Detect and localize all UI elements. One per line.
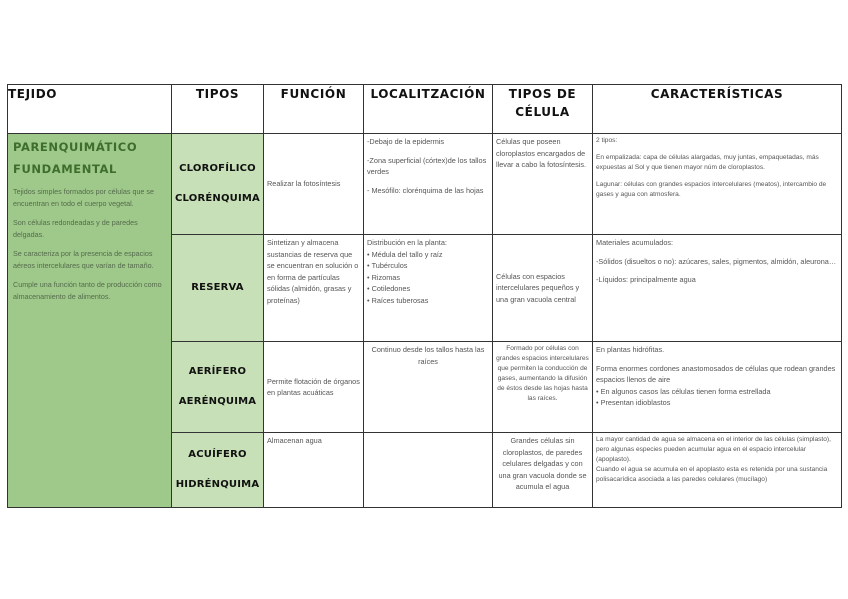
tipo-clorofilico: CLOROFÍLICO CLORÉNQUIMA — [172, 134, 264, 235]
tejido-title: PARENQUIMÁTICO FUNDAMENTAL — [13, 140, 138, 176]
list-item: • Cotiledones — [367, 283, 489, 295]
tipo-reserva: RESERVA — [172, 235, 264, 342]
list-item: • Presentan idioblastos — [596, 397, 838, 409]
caracteristicas-line: Materiales acumulados: — [596, 238, 674, 247]
funcion-cell: Sintetizan y almacena sustancias de reserva que se encuentran en solución o en forma de partículas sólidas (almidón, grasas y proteínas) — [264, 235, 364, 342]
tipo-aerifero: AERÍFERO AERÉNQUIMA — [172, 342, 264, 433]
caracteristicas-list — [596, 386, 838, 409]
list-item: • Raíces tuberosas — [367, 295, 489, 307]
header-tejido: TEJIDO — [8, 85, 172, 134]
header-funcion: FUNCIÓN — [264, 85, 364, 134]
header-localizacion: LOCALITZACIÓN — [364, 85, 493, 134]
localizacion-line: -Zona superficial (córtex)de los tallos verdes — [367, 155, 487, 176]
caracteristicas-line: La mayor cantidad de agua se almacena en el interior de las células (simplasto), pero algunas especies pueden acumular agua en el espacio intercelular (apoplasto). — [596, 436, 831, 463]
localizacion-cell: Continuo desde los tallos hasta las raíces — [364, 342, 493, 433]
tejido-paragraph: Se caracteriza por la presencia de espacios aéreos intercelulares que varían de tamaño. — [13, 249, 154, 270]
tejido-paragraph: Son células redondeadas y de paredes delgadas. — [13, 218, 138, 239]
caracteristicas-line: En plantas hidrófitas. — [596, 345, 665, 354]
celula-cell: Formado por células con grandes espacios intercelulares que permiten la conducción de gases, aumentando la difusión de éstos desde las hojas hasta las raíces. — [493, 342, 593, 433]
localizacion-cell — [364, 134, 493, 235]
localizacion-list — [367, 249, 489, 307]
localizacion-line: - Mesófilo: clorénquima de las hojas — [367, 185, 484, 195]
header-row — [8, 85, 842, 134]
tissue-table — [7, 84, 842, 508]
list-item: • Rizomas — [367, 272, 489, 284]
caracteristicas-line: -Sólidos (disueltos o no): azúcares, sales, pigmentos, almidón, aleurona… — [596, 256, 837, 266]
caracteristicas-cell — [593, 235, 842, 342]
localizacion-line: -Debajo de la epidermis — [367, 137, 445, 146]
caracteristicas-line: -Líquidos: principalmente agua — [596, 275, 696, 284]
tejido-cell — [8, 134, 172, 508]
tipo-acuifero: ACUÍFERO HIDRÉNQUIMA — [172, 433, 264, 508]
caracteristicas-cell — [593, 134, 842, 235]
funcion-cell: Almacenan agua — [264, 433, 364, 508]
caracteristicas-line: Lagunar: células con grandes espacios intercelulares (meatos), intercambio de gases y agua con atmosfera. — [596, 181, 827, 198]
celula-cell: Células con espacios intercelulares pequeños y una gran vacuola central — [493, 235, 593, 342]
localizacion-title: Distribución en la planta: — [367, 238, 447, 247]
header-tipos-celula: TIPOS DE CÉLULA — [493, 85, 593, 134]
caracteristicas-cell — [593, 342, 842, 433]
caracteristicas-line: 2 tipos: — [596, 137, 618, 144]
list-item: • En algunos casos las células tienen forma estrellada — [596, 386, 838, 398]
localizacion-cell — [364, 235, 493, 342]
celula-cell: Células que poseen cloroplastos encargados de llevar a cabo la fotosíntesis. — [493, 134, 593, 235]
caracteristicas-line: Cuando el agua se acumula en el apoplasto esta es retenida por una sustancia polisacarídica asociada a las paredes celulares (mucílago) — [596, 466, 828, 483]
caracteristicas-cell — [593, 433, 842, 508]
header-tipos: TIPOS — [172, 85, 264, 134]
tejido-paragraph: Tejidos simples formados por células que se encuentran en todo el cuerpo vegetal. — [13, 187, 155, 208]
tejido-paragraph: Cumple una función tanto de producción como almacenamiento de alimentos. — [13, 280, 162, 301]
caracteristicas-line: En empalizada: capa de células alargadas, muy juntas, empaquetadas, más expuestas al Sol y que tienen mayor núm de cloroplastos. — [596, 154, 819, 171]
funcion-cell: Realizar la fotosíntesis — [264, 134, 364, 235]
table-row — [8, 134, 842, 235]
list-item: • Médula del tallo y raíz — [367, 249, 489, 261]
caracteristicas-line: Forma enormes cordones anastomosados de células que rodean grandes espacios llenos de aire — [596, 363, 836, 384]
header-caracteristicas: CARACTERÍSTICAS — [593, 85, 842, 134]
localizacion-cell — [364, 433, 493, 508]
funcion-cell: Permite flotación de órganos en plantas acuáticas — [264, 342, 364, 433]
list-item: • Tubérculos — [367, 260, 489, 272]
celula-cell: Grandes células sin cloroplastos, de paredes celulares delgadas y con una gran vacuola donde se acumula el agua — [493, 433, 593, 508]
